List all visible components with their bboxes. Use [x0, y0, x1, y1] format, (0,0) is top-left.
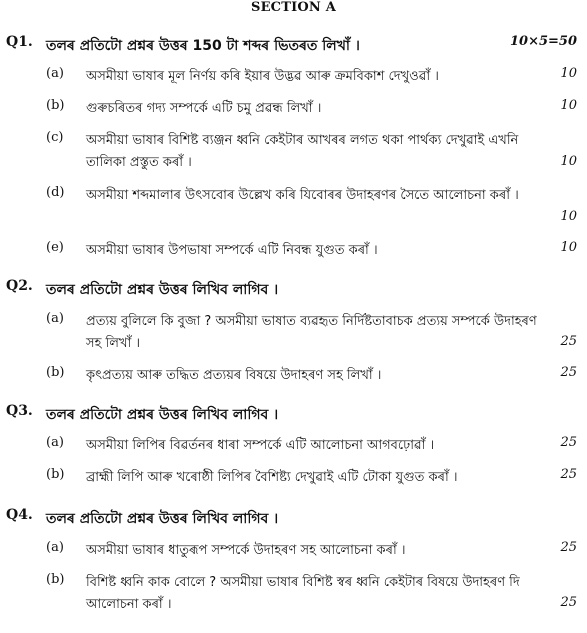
question-text: তলৰ প্ৰতিটো প্ৰশ্নৰ উত্তৰ লিখিব লাগিব । — [46, 407, 279, 423]
item-text: অসমীয়া লিপিৰ বিৱৰ্তনৰ ধাৰা সম্পৰ্কে এটি আলোচনা আগবঢ়োৱাঁ । — [86, 438, 435, 453]
item-label: (c) — [46, 130, 64, 145]
section-title: SECTION A — [250, 0, 337, 15]
item-marks: 25 — [560, 595, 577, 610]
item-text: অসমীয়া ভাষাৰ ধাতুৰূপ সম্পৰ্কে উদাহৰণ সহ আলোচনা কৰাঁ । — [86, 543, 406, 558]
item-text: গুৰুচৰিতৰ গদ্য সম্পৰ্কে এটি চমু প্ৰৱন্ধ লিখাঁ । — [86, 101, 322, 116]
item-label: (b) — [46, 572, 65, 587]
question-number: Q3. — [6, 403, 33, 419]
question-number: Q4. — [6, 507, 33, 523]
item-text: অসমীয়া ভাষাৰ উপভাষা সম্পৰ্কে এটি নিবন্ধ যুগুত কৰাঁ । — [86, 243, 378, 258]
item-text: অসমীয়া ভাষাৰ বিশিষ্ট ব্যঞ্জন ধ্বনি কেইটাৰ আখৰৰ লগত থকা পাৰ্থক্য দেখুৱাই এখনি তালিকা প্ৰস্তুত কৰাঁ । — [86, 133, 519, 170]
question-text: তলৰ প্ৰতিটো প্ৰশ্নৰ উত্তৰ লিখিব লাগিব । — [46, 511, 279, 527]
item-marks: 10 — [560, 240, 577, 255]
question-text: তলৰ প্ৰতিটো প্ৰশ্নৰ উত্তৰ লিখিব লাগিব । — [46, 282, 279, 298]
question-text: তলৰ প্ৰতিটো প্ৰশ্নৰ উত্তৰ 150 টা শব্দৰ ভিতৰত লিখাঁ । — [46, 38, 360, 54]
question-number: Q2. — [6, 278, 33, 294]
item-marks: 10 — [560, 66, 577, 81]
item-marks: 10 — [560, 98, 577, 113]
item-marks: 10 — [560, 209, 577, 224]
item-marks: 25 — [560, 467, 577, 482]
item-text: কৃৎপ্ৰত্যয় আৰু তদ্ধিত প্ৰত্যয়ৰ বিষয়ে উদাহৰণ সহ লিখাঁ । — [86, 368, 382, 383]
item-label: (b) — [46, 98, 65, 113]
item-label: (a) — [46, 435, 64, 450]
item-text: বিশিষ্ট ধ্বনি কাক বোলে ? অসমীয়া ভাষাৰ বিশিষ্ট স্বৰ ধ্বনি কেইটাৰ বিষয়ে উদাহৰণ দি আলোচনা কৰাঁ । — [86, 575, 520, 612]
question-number: Q1. — [6, 34, 33, 50]
item-text: ব্ৰাহ্মী লিপি আৰু খৰোষ্ঠী লিপিৰ বৈশিষ্ট্য দেখুৱাই এটি টোকা যুগুত কৰাঁ । — [86, 470, 458, 485]
item-label: (d) — [46, 185, 65, 200]
item-label: (b) — [46, 467, 65, 482]
item-marks: 25 — [560, 334, 577, 349]
question-marks: 10×5=50 — [509, 34, 577, 49]
item-label: (e) — [46, 240, 64, 255]
item-label: (a) — [46, 311, 64, 326]
item-label: (b) — [46, 365, 65, 380]
item-text: প্ৰত্যয় বুলিলে কি বুজা ? অসমীয়া ভাষাত ব্যৱহৃত নিৰ্দিষ্টতাবাচক প্ৰত্যয় সম্পৰ্কে উদাহৰণ সহ লিখাঁ । — [86, 314, 537, 351]
item-text: অসমীয়া শব্দমালাৰ উৎসবোৰ উল্লেখ কৰি যিবোৰৰ উদাহৰণৰ সৈতে আলোচনা কৰাঁ । — [86, 188, 519, 203]
item-text: অসমীয়া ভাষাৰ মূল নিৰ্ণয় কৰি ইয়াৰ উদ্ভৱ আৰু ক্ৰমবিকাশ দেখুওৱাঁ । — [86, 69, 439, 84]
item-label: (a) — [46, 540, 64, 555]
item-marks: 10 — [560, 154, 577, 169]
item-marks: 25 — [560, 435, 577, 450]
item-label: (a) — [46, 66, 64, 81]
item-marks: 25 — [560, 540, 577, 555]
item-marks: 25 — [560, 365, 577, 380]
